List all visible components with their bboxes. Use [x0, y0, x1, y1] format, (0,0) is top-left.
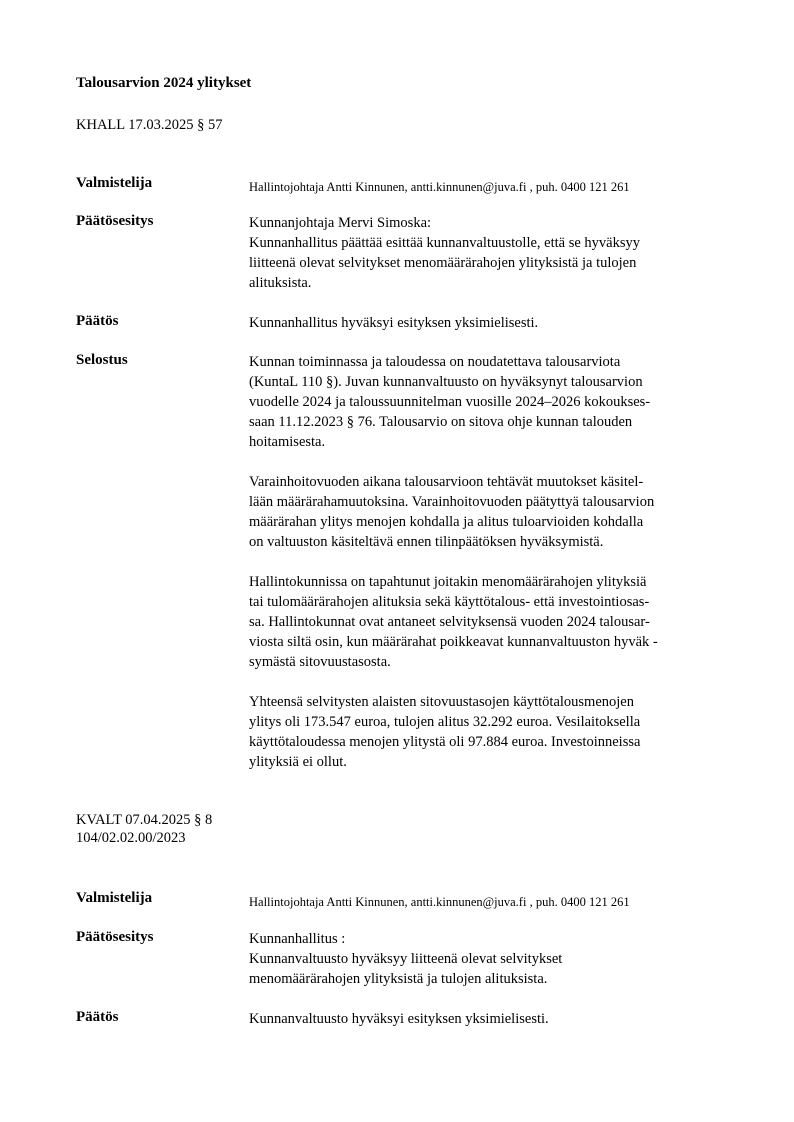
khall-reference: KHALL 17.03.2025 § 57: [76, 117, 223, 133]
block2-valmistelija-row: [76, 890, 756, 912]
selostus-line: saan 11.12.2023 § 76. Talousarvio on sitova ohje kunnan talouden: [249, 414, 633, 430]
block2-paatos-row: [76, 1009, 756, 1029]
kvalt-reference: [76, 811, 212, 847]
block1-paatos-row: [76, 313, 756, 333]
diary-number: 104/02.02.00/2023: [76, 830, 186, 846]
block2-esitys-row: [76, 929, 756, 989]
block1-esitys-row: [76, 213, 756, 293]
selostus-text: [249, 352, 756, 772]
selostus-line: lään määrärahamuutoksina. Varainhoitovuoden päätyttyä talousarvion: [249, 494, 655, 510]
block1-selostus-row: [76, 352, 756, 792]
paatosesitys-text: [249, 213, 756, 293]
selostus-paragraph: [249, 472, 756, 552]
selostus-line: Kunnan toiminnassa ja taloudessa on noudatettava talousarviota: [249, 354, 621, 370]
esitys-line: menomäärärahojen ylityksistä ja tulojen alituksista.: [249, 971, 548, 987]
selostus-line: ylitys oli 173.547 euroa, tulojen alitus 32.292 euroa. Vesilaitoksella: [249, 714, 641, 730]
valmistelija-label: Valmistelija: [76, 175, 153, 191]
paatos-value: Kunnanhallitus hyväksyi esityksen yksimielisesti.: [249, 315, 539, 331]
selostus-line: hoitamisesta.: [249, 434, 326, 450]
selostus-paragraph: [249, 572, 756, 672]
esitys-line: Kunnanvaltuusto hyväksyy liitteenä olevat selvitykset: [249, 951, 563, 967]
selostus-line: on valtuuston käsiteltävä ennen tilinpäätöksen hyväksymistä.: [249, 534, 604, 550]
block1-valmistelija-row: [76, 175, 756, 197]
selostus-line: määrärahan ylitys menojen kohdalla ja alitus tuloarvioiden kohdalla: [249, 514, 644, 530]
esitys-line: liitteenä olevat selvitykset menomäärärahojen ylityksistä ja tulojen: [249, 255, 637, 271]
selostus-paragraph: [249, 352, 756, 452]
kvalt-reference-line: KVALT 07.04.2025 § 8: [76, 812, 213, 828]
paatosesitys-text: [249, 929, 756, 989]
valmistelija-label: Valmistelija: [76, 890, 153, 906]
selostus-line: sa. Hallintokunnat ovat antaneet selvityksensä vuoden 2024 talousar-: [249, 614, 650, 630]
selostus-line: ylityksiä ei ollut.: [249, 754, 347, 770]
paatosesitys-label: Päätösesitys: [76, 929, 154, 945]
selostus-line: Varainhoitovuoden aikana talousarvioon tehtävät muutokset käsitel-: [249, 474, 644, 490]
selostus-line: tai tulomäärärahojen alituksia sekä käyttötalous- että investointiosas-: [249, 594, 650, 610]
document-title: Talousarvion 2024 ylitykset: [76, 75, 252, 91]
selostus-line: viosta siltä osin, kun määrärahat poikkeavat kunnanvaltuuston hyväk -: [249, 634, 658, 650]
valmistelija-value: Hallintojohtaja Antti Kinnunen, antti.kinnunen@juva.fi , puh. 0400 121 261: [249, 180, 630, 194]
valmistelija-value: Hallintojohtaja Antti Kinnunen, antti.kinnunen@juva.fi , puh. 0400 121 261: [249, 895, 630, 909]
selostus-line: vuodelle 2024 ja taloussuunnitelman vuosille 2024–2026 kokoukses-: [249, 394, 651, 410]
selostus-line: symästä sitovuustasosta.: [249, 654, 391, 670]
paatos-label: Päätös: [76, 1009, 119, 1025]
esitys-line: Kunnanhallitus päättää esittää kunnanvaltuustolle, että se hyväksyy: [249, 235, 640, 251]
selostus-paragraph: [249, 692, 756, 772]
paatos-label: Päätös: [76, 313, 119, 329]
esitys-line: alituksista.: [249, 275, 312, 291]
selostus-line: Yhteensä selvitysten alaisten sitovuustasojen käyttötalousmenojen: [249, 694, 634, 710]
paatos-value: Kunnanvaltuusto hyväksyi esityksen yksimielisesti.: [249, 1011, 549, 1027]
selostus-line: (KuntaL 110 §). Juvan kunnanvaltuusto on hyväksynyt talousarvion: [249, 374, 643, 390]
esitys-line: Kunnanhallitus :: [249, 931, 346, 947]
selostus-label: Selostus: [76, 352, 128, 368]
esitys-line: Kunnanjohtaja Mervi Simoska:: [249, 215, 432, 231]
selostus-line: Hallintokunnissa on tapahtunut joitakin menomäärärahojen ylityksiä: [249, 574, 647, 590]
selostus-line: käyttötaloudessa menojen ylitystä oli 97.884 euroa. Investoinneissa: [249, 734, 641, 750]
paatosesitys-label: Päätösesitys: [76, 213, 154, 229]
